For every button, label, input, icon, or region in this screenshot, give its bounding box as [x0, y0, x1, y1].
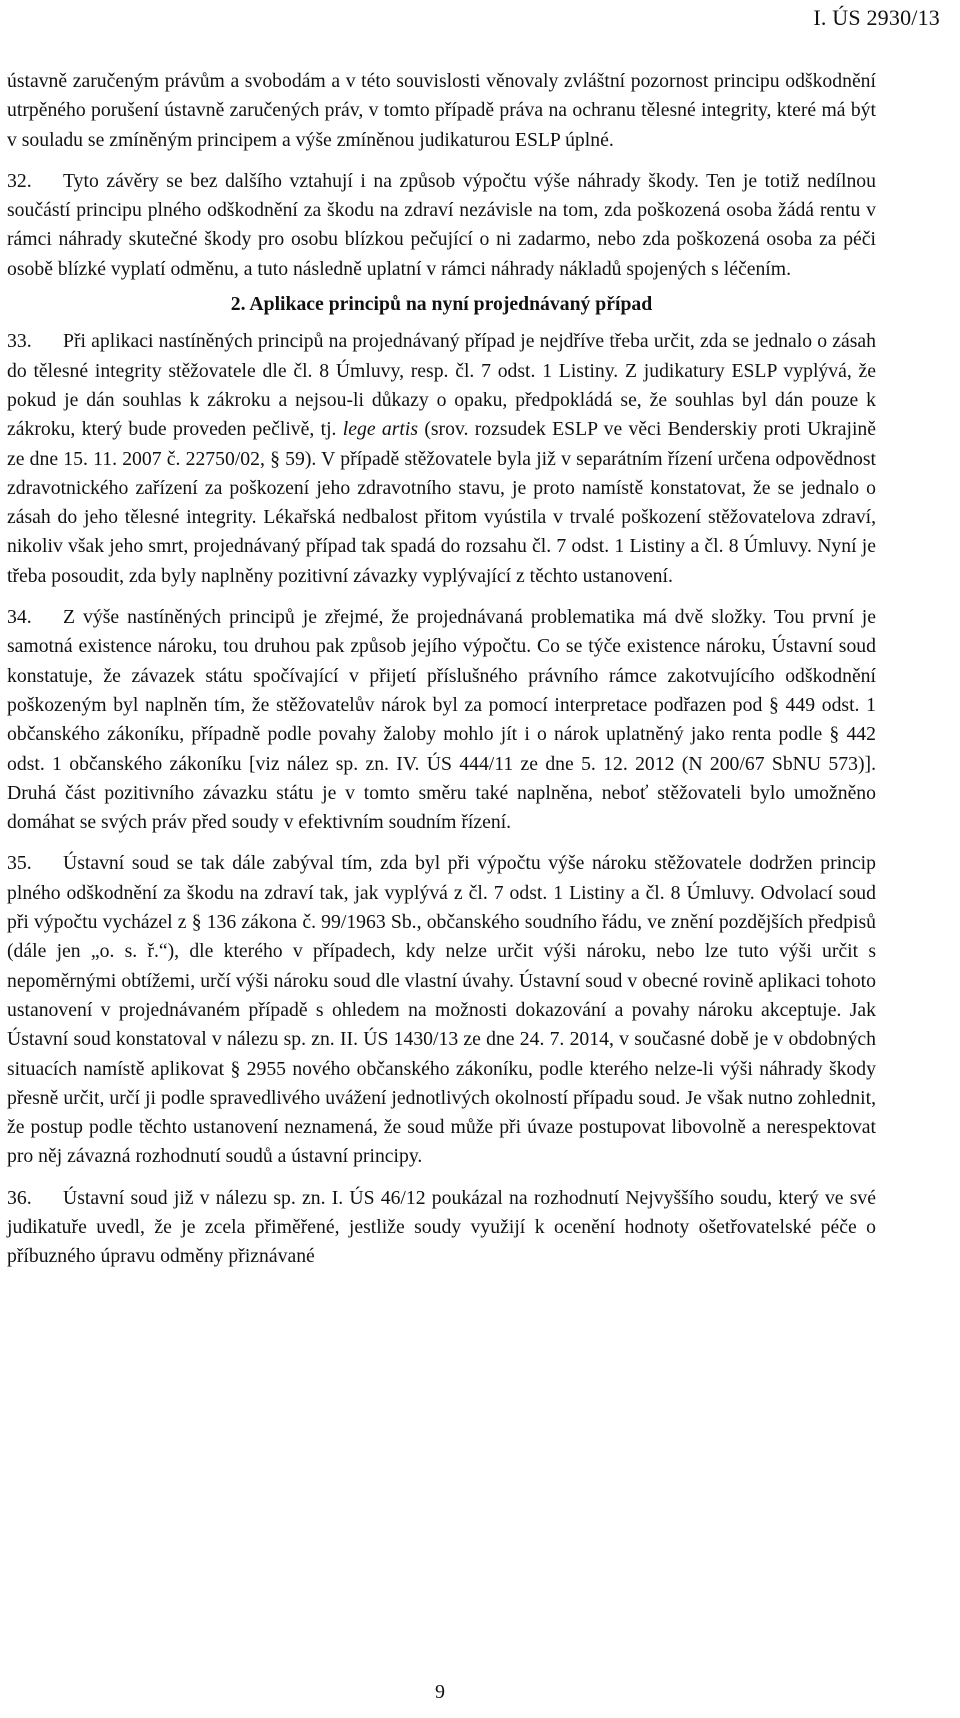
- paragraph-text: Ústavní soud se tak dále zabýval tím, zda byl při výpočtu výše nároku stěžovatele dodržen princip plného odškodnění za škodu na zdraví tak, jak vyplývá z čl. 7 odst. 1 Listiny a čl. 8 Úmluvy. Odvolací soud při výpočtu vycházel z § 136 zákona č. 99/1963 Sb., občanského soudního řádu, ve znění pozdějších předpisů (dále jen „o. s. ř.“), dle kterého v případech, kdy nelze určit výši nároku, nebo lze tuto výši určit s nepoměrnými obtížemi, určí výši nároku soud dle vlastní úvahy. Ústavní soud v obecné rovině aplikaci tohoto ustanovení v projednávaném případě s ohledem na možnosti dokazování a povahy nároku akceptuje. Jak Ústavní soud konstatoval v nálezu sp. zn. II. ÚS 1430/13 ze dne 24. 7. 2014, v současné době je v obdobných situacích namístě aplikovat § 2955 nového občanského zákoníku, podle kterého nelze-li výši náhrady škody přesně určit, určí ji podle spravedlivého uvážení jednotlivých okolností případu soud. Je však nutno zohlednit, že postup podle těchto ustanovení neznamená, že soud může při úvaze postupovat libovolně a nerespektovat pro něj závazná rozhodnutí soudů a ústavní principy.: [7, 852, 876, 1168]
- paragraph-number: 36.: [7, 1186, 32, 1209]
- paragraph-text: Tyto závěry se bez dalšího vztahují i na způsob výpočtu výše náhrady škody. Ten je totiž nedílnou součástí principu plného odškodnění za škodu na zdraví nezávisle na tom, zda poškozená osoba žádá rentu v rámci náhrady skutečné škody pro osobu blízkou pečující o ni zadarmo, nebo zda poškozená osoba za péči osobě blízké vyplatí odměnu, a tuto následně uplatní v rámci náhrady nákladů spojených s léčením.: [7, 169, 876, 280]
- paragraph-number: 33.: [7, 330, 32, 353]
- page-number: 9: [435, 1681, 445, 1703]
- paragraph-33: [7, 327, 876, 591]
- document-body: [7, 67, 876, 1272]
- paragraph-36: [7, 1184, 876, 1272]
- paragraph-number: 35.: [7, 852, 32, 875]
- paragraph-text: Ústavní soud již v nálezu sp. zn. I. ÚS 46/12 poukázal na rozhodnutí Nejvyššího soudu, který ve své judikatuře uvedl, že je zcela přiměřené, jestliže soudy využijí k ocenění hodnoty ošetřovatelské péče o příbuzného úpravu odměny přiznávané: [7, 1186, 876, 1268]
- paragraph-number: 34.: [7, 606, 32, 629]
- italic-term: lege artis: [342, 418, 419, 441]
- paragraph-continuation: ústavně zaručeným právům a svobodám a v této souvislosti věnovaly zvláštní pozornost principu odškodnění utrpěného porušení ústavně zaručených práv, v tomto případě práva na ochranu tělesné integrity, které má být v souladu se zmíněným principem a výše zmíněnou judikaturou ESLP úplné.: [7, 70, 876, 151]
- case-number: I. ÚS 2930/13: [813, 5, 940, 30]
- paragraph-34: [7, 603, 876, 837]
- paragraph-number: 32.: [7, 169, 32, 192]
- paragraph-text: Z výše nastíněných principů je zřejmé, že projednávaná problematika má dvě složky. Tou první je samotná existence nároku, tou druhou pak způsob jejího výpočtu. Co se týče existence nároku, Ústavní soud konstatuje, že závazek státu spočívající v přijetí příslušného právního rámce zakotvujícího odškodnění poškozeným byl naplněn tím, že stěžovatelův nárok byl za pomocí interpretace podřazen pod § 449 odst. 1 občanského zákoníku, případně podle povahy žaloby mohlo jít i o nárok uplatněný jako renta podle § 442 odst. 1 občanského zákoníku [viz nález sp. zn. IV. ÚS 444/11 ze dne 5. 12. 2012 (N 200/67 SbNU 573)]. Druhá část pozitivního závazku státu je v tomto směru také naplněna, neboť stěžovateli bylo umožněno domáhat se svých práv před soudy v efektivním soudním řízení.: [7, 606, 876, 834]
- paragraph-35: [7, 849, 876, 1171]
- section-heading: 2. Aplikace principů na nyní projednávaný případ: [230, 293, 653, 316]
- paragraph-text: (srov. rozsudek ESLP ve věci Benderskiy proti Ukrajině ze dne 15. 11. 2007 č. 22750/02, § 59). V případě stěžovatele byla již v separátním řízení určena odpovědnost zdravotnického zařízení za poškození jeho zdravotního stavu, je proto namístě konstatovat, že se jednalo o zásah do jeho tělesné integrity. Lékařská nedbalost přitom vyústila v trvalé poškození stěžovatelova zdraví, nikoliv však jeho smrt, projednávaný případ tak spadá do rozsahu čl. 7 odst. 1 Listiny a čl. 8 Úmluvy. Nyní je třeba posoudit, zda byly naplněny pozitivní závazky vyplývající z těchto ustanovení.: [7, 418, 876, 587]
- paragraph-32: [7, 167, 876, 284]
- paragraph-text: Při aplikaci nastíněných principů na projednávaný případ je nejdříve třeba určit, zda se jednalo o zásah do tělesné integrity stěžovatele dle čl. 8 Úmluvy, resp. čl. 7 odst. 1 Listiny. Z judikatury ESLP vyplývá, že pokud je dán souhlas k zákroku a nejsou-li důkazy o opaku, předpokládá se, že souhlas byl dán pouze k zákroku, který bude proveden pečlivě, tj.: [7, 330, 876, 441]
